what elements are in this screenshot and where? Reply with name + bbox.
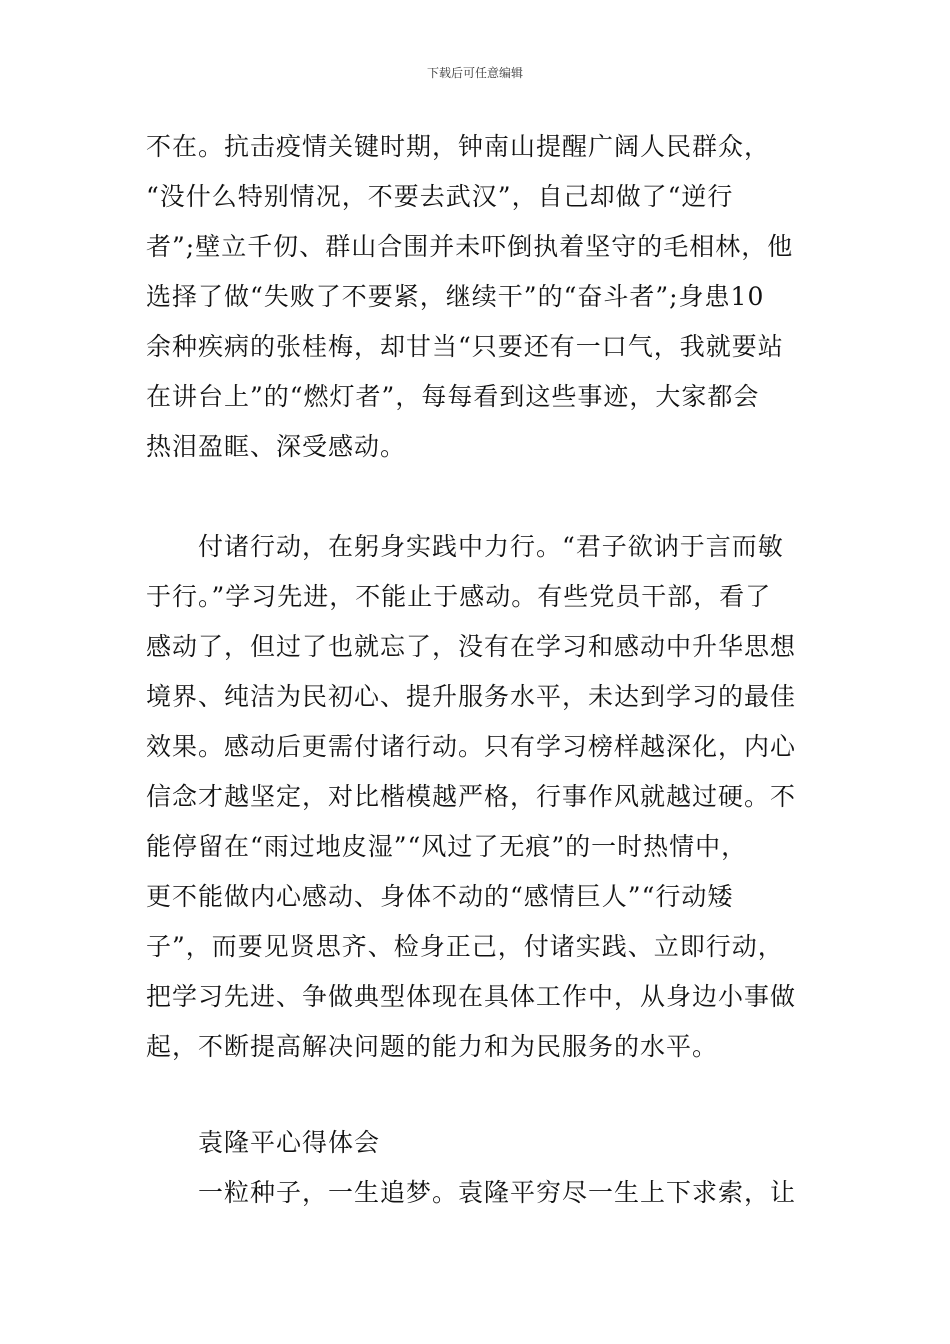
paragraph-continuation: 不在。抗击疫情关键时期，钟南山提醒广阔人民群众， “没什么特别情况，不要去武汉”，自己却做了“逆行 者”;壁立千仞、群山合围并未吓倒执着坚守的毛相林，他 选择了做“失败了不要紧，继续干”的“奋斗者”;身患10 余种疾病的张桂梅，却甘当“只要还有一口气，我就要站 在讲台上”的“燃灯者”，每每看到这些事迹，大家都会 热泪盈眶、深受感动。	[146, 132, 794, 461]
page-header: 下载后可任意编辑	[426, 66, 523, 80]
section-heading: 袁隆平心得体会	[198, 1128, 381, 1157]
paragraph-action: 付诸行动，在躬身实践中力行。“君子欲讷于言而敏 于行。”学习先进，不能止于感动。有些党员干部，看了 感动了，但过了也就忘了，没有在学习和感动中升华思想 境界、纯洁为民初心、提升服务水平，未达到学习的最佳 效果。感动后更需付诸行动。只有学习榜样越深化，内心 信念才越坚定，对比楷模越严格，行事作风就越过硬。不 能停留在“雨过地皮湿”“风过了无痕”的一时热情中， 更不能做内心感动、身体不动的“感情巨人”“行动矮 子”，而要见贤思齐、检身正己，付诸实践、立即行动， 把学习先进、争做典型体现在具体工作中，从身边小事做 起，不断提高解决问题的能力和为民服务的水平。	[146, 532, 797, 1061]
paragraph-opening: 一粒种子，一生追梦。袁隆平穷尽一生上下求索，让	[198, 1178, 797, 1207]
